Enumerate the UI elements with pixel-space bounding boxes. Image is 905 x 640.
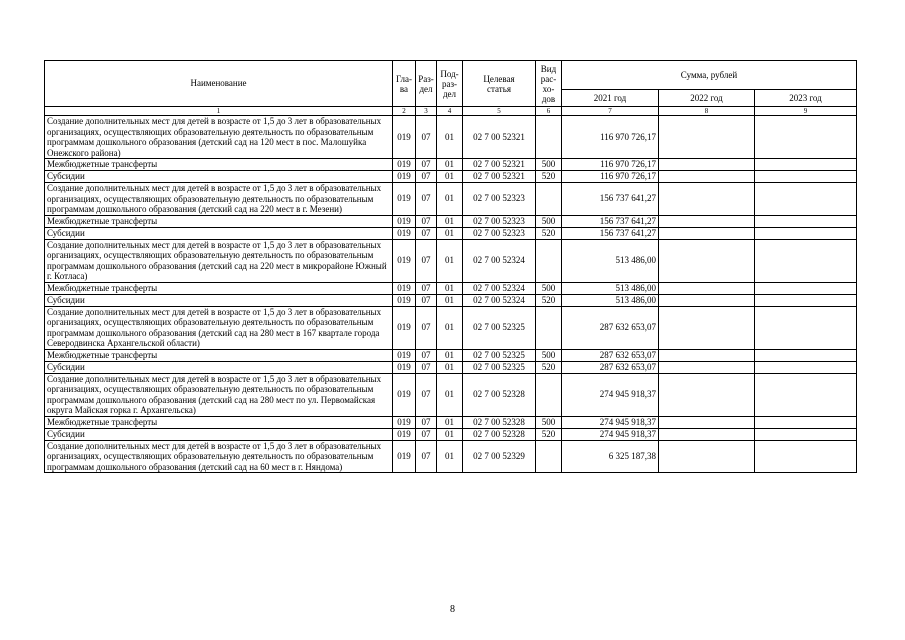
table-row: [45, 227, 857, 239]
cell-2022: [659, 215, 755, 227]
page-number: 8: [450, 604, 455, 615]
cell-2021: 6 325 187,38: [562, 440, 659, 473]
cell-vid: [536, 306, 562, 349]
cell-vid: [536, 116, 562, 159]
cell-podrazdel: 01: [437, 373, 463, 416]
cell-podrazdel: 01: [437, 183, 463, 216]
cell-glava: 019: [393, 215, 416, 227]
header-name: Наименование: [45, 61, 393, 107]
cell-glava: 019: [393, 183, 416, 216]
cell-2023: [755, 171, 857, 183]
cell-2023: [755, 349, 857, 361]
column-number: 7: [562, 107, 659, 116]
column-number: 3: [416, 107, 437, 116]
cell-name: Создание дополнительных мест для детей в возрасте от 1,5 до 3 лет в образовательных организациях, осуществляющих образовательную деятельность по образовательным программам дошкольного образования (детский сад на 280 мест в 167 квартале города Северодвинска Архангельской области): [45, 306, 393, 349]
column-number: 4: [437, 107, 463, 116]
cell-2023: [755, 282, 857, 294]
table-row: [45, 416, 857, 428]
cell-2023: [755, 227, 857, 239]
cell-razdel: 07: [416, 282, 437, 294]
cell-razdel: 07: [416, 416, 437, 428]
cell-razdel: 07: [416, 373, 437, 416]
cell-2021: 156 737 641,27: [562, 183, 659, 216]
cell-2023: [755, 239, 857, 282]
header-vid-text: Вид рас- хо- дов: [540, 63, 557, 104]
cell-podrazdel: 01: [437, 361, 463, 373]
cell-2022: [659, 282, 755, 294]
cell-podrazdel: 01: [437, 116, 463, 159]
cell-celevaya: 02 7 00 52325: [463, 361, 536, 373]
cell-celevaya: 02 7 00 52328: [463, 416, 536, 428]
cell-podrazdel: 01: [437, 440, 463, 473]
cell-2023: [755, 215, 857, 227]
cell-vid: 520: [536, 227, 562, 239]
cell-name: Субсидии: [45, 294, 393, 306]
cell-name: Создание дополнительных мест для детей в возрасте от 1,5 до 3 лет в образовательных организациях, осуществляющих образовательную деятельность по образовательным программам дошкольного образования (детский сад на 60 мест в г. Няндома): [45, 440, 393, 473]
cell-glava: 019: [393, 282, 416, 294]
cell-2021: 287 632 653,07: [562, 349, 659, 361]
cell-name: Субсидии: [45, 171, 393, 183]
cell-celevaya: 02 7 00 52323: [463, 215, 536, 227]
cell-razdel: 07: [416, 239, 437, 282]
cell-celevaya: 02 7 00 52321: [463, 116, 536, 159]
cell-2022: [659, 428, 755, 440]
cell-vid: 500: [536, 282, 562, 294]
cell-2021: 513 486,00: [562, 294, 659, 306]
header-razdel: [416, 61, 437, 107]
cell-2022: [659, 349, 755, 361]
cell-2022: [659, 361, 755, 373]
header-2022: 2022 год: [659, 90, 755, 107]
cell-2023: [755, 306, 857, 349]
budget-table: [44, 60, 857, 473]
cell-name: Межбюджетные трансферты: [45, 282, 393, 294]
cell-2023: [755, 373, 857, 416]
cell-podrazdel: 01: [437, 227, 463, 239]
cell-celevaya: 02 7 00 52324: [463, 239, 536, 282]
cell-2022: [659, 183, 755, 216]
cell-2022: [659, 116, 755, 159]
cell-2022: [659, 227, 755, 239]
table-row: [45, 116, 857, 159]
cell-vid: [536, 239, 562, 282]
cell-glava: 019: [393, 306, 416, 349]
cell-celevaya: 02 7 00 52323: [463, 227, 536, 239]
cell-2021: 116 970 726,17: [562, 116, 659, 159]
cell-2022: [659, 294, 755, 306]
cell-2023: [755, 294, 857, 306]
cell-2021: 287 632 653,07: [562, 361, 659, 373]
cell-podrazdel: 01: [437, 159, 463, 171]
column-number: 9: [755, 107, 857, 116]
header-vid: [536, 61, 562, 107]
table-row: [45, 306, 857, 349]
cell-name: Создание дополнительных мест для детей в возрасте от 1,5 до 3 лет в образовательных организациях, осуществляющих образовательную деятельность по образовательным программам дошкольного образования (детский сад на 220 мест в микрорайоне Южный г. Котласа): [45, 239, 393, 282]
cell-glava: 019: [393, 227, 416, 239]
table-row: [45, 282, 857, 294]
cell-name: Создание дополнительных мест для детей в возрасте от 1,5 до 3 лет в образовательных организациях, осуществляющих образовательную деятельность по образовательным программам дошкольного образования (детский сад на 280 мест по ул. Первомайская округа Майская горка г. Архангельска): [45, 373, 393, 416]
column-number: 5: [463, 107, 536, 116]
column-number: 6: [536, 107, 562, 116]
cell-podrazdel: 01: [437, 239, 463, 282]
cell-podrazdel: 01: [437, 416, 463, 428]
cell-name: Создание дополнительных мест для детей в возрасте от 1,5 до 3 лет в образовательных организациях, осуществляющих образовательную деятельность по образовательным программам дошкольного образования (детский сад на 120 мест в пос. Малошуйка Онежского района): [45, 116, 393, 159]
cell-2022: [659, 416, 755, 428]
cell-2023: [755, 159, 857, 171]
cell-celevaya: 02 7 00 52329: [463, 440, 536, 473]
cell-name: Межбюджетные трансферты: [45, 349, 393, 361]
cell-2022: [659, 440, 755, 473]
cell-glava: 019: [393, 428, 416, 440]
cell-podrazdel: 01: [437, 171, 463, 183]
cell-2022: [659, 306, 755, 349]
cell-podrazdel: 01: [437, 215, 463, 227]
cell-celevaya: 02 7 00 52324: [463, 282, 536, 294]
table-row: [45, 183, 857, 216]
cell-razdel: 07: [416, 215, 437, 227]
column-number: 8: [659, 107, 755, 116]
cell-glava: 019: [393, 116, 416, 159]
cell-2021: 274 945 918,37: [562, 416, 659, 428]
table-row: [45, 373, 857, 416]
cell-2021: 156 737 641,27: [562, 227, 659, 239]
cell-podrazdel: 01: [437, 294, 463, 306]
cell-glava: 019: [393, 440, 416, 473]
cell-2021: 116 970 726,17: [562, 171, 659, 183]
cell-name: Межбюджетные трансферты: [45, 416, 393, 428]
cell-vid: 520: [536, 361, 562, 373]
cell-2023: [755, 183, 857, 216]
table-row: [45, 294, 857, 306]
cell-vid: [536, 183, 562, 216]
cell-2021: 274 945 918,37: [562, 373, 659, 416]
cell-2023: [755, 440, 857, 473]
table-row: [45, 171, 857, 183]
cell-2023: [755, 361, 857, 373]
table-row: [45, 349, 857, 361]
header-celevaya: [463, 61, 536, 107]
cell-2023: [755, 428, 857, 440]
cell-razdel: 07: [416, 227, 437, 239]
header-razdel-text: Раз- дел: [418, 73, 434, 94]
column-numbers-row: [45, 107, 857, 116]
cell-razdel: 07: [416, 159, 437, 171]
cell-razdel: 07: [416, 428, 437, 440]
table-row: [45, 428, 857, 440]
cell-2021: 513 486,00: [562, 239, 659, 282]
header-podrazdel: [437, 61, 463, 107]
cell-2022: [659, 373, 755, 416]
table-row: [45, 215, 857, 227]
cell-celevaya: 02 7 00 52328: [463, 373, 536, 416]
cell-2021: 274 945 918,37: [562, 428, 659, 440]
cell-razdel: 07: [416, 349, 437, 361]
header-glava-text: Гла- ва: [395, 73, 412, 94]
cell-vid: 520: [536, 171, 562, 183]
cell-vid: 500: [536, 159, 562, 171]
cell-razdel: 07: [416, 440, 437, 473]
cell-razdel: 07: [416, 116, 437, 159]
cell-name: Субсидии: [45, 361, 393, 373]
cell-celevaya: 02 7 00 52321: [463, 159, 536, 171]
cell-podrazdel: 01: [437, 306, 463, 349]
cell-podrazdel: 01: [437, 349, 463, 361]
cell-vid: 520: [536, 428, 562, 440]
cell-2021: 287 632 653,07: [562, 306, 659, 349]
cell-vid: [536, 373, 562, 416]
header-glava: [393, 61, 416, 107]
cell-name: Субсидии: [45, 428, 393, 440]
cell-glava: 019: [393, 171, 416, 183]
cell-vid: 500: [536, 416, 562, 428]
cell-vid: 520: [536, 294, 562, 306]
cell-2021: 513 486,00: [562, 282, 659, 294]
cell-glava: 019: [393, 349, 416, 361]
header-summa: Сумма, рублей: [562, 61, 857, 90]
table-row: [45, 239, 857, 282]
table-row: [45, 361, 857, 373]
cell-glava: 019: [393, 159, 416, 171]
cell-name: Создание дополнительных мест для детей в возрасте от 1,5 до 3 лет в образовательных организациях, осуществляющих образовательную деятельность по образовательным программам дошкольного образования (детский сад на 220 мест в г. Мезени): [45, 183, 393, 216]
cell-razdel: 07: [416, 294, 437, 306]
header-2023: 2023 год: [755, 90, 857, 107]
column-number: 2: [393, 107, 416, 116]
header-podrazdel-text: Под- раз- дел: [440, 68, 459, 99]
header-2021: 2021 год: [562, 90, 659, 107]
cell-2023: [755, 416, 857, 428]
table-row: [45, 440, 857, 473]
cell-celevaya: 02 7 00 52324: [463, 294, 536, 306]
cell-glava: 019: [393, 373, 416, 416]
cell-2023: [755, 116, 857, 159]
cell-razdel: 07: [416, 171, 437, 183]
cell-2022: [659, 159, 755, 171]
cell-name: Межбюджетные трансферты: [45, 215, 393, 227]
cell-2021: 116 970 726,17: [562, 159, 659, 171]
cell-celevaya: 02 7 00 52323: [463, 183, 536, 216]
header-celevaya-text: Целевая статья: [483, 73, 515, 94]
cell-2022: [659, 171, 755, 183]
cell-celevaya: 02 7 00 52325: [463, 349, 536, 361]
cell-2022: [659, 239, 755, 282]
cell-razdel: 07: [416, 306, 437, 349]
table-row: [45, 159, 857, 171]
table-body: [45, 116, 857, 473]
cell-razdel: 07: [416, 361, 437, 373]
column-number: 1: [45, 107, 393, 116]
cell-glava: 019: [393, 361, 416, 373]
cell-podrazdel: 01: [437, 282, 463, 294]
cell-celevaya: 02 7 00 52321: [463, 171, 536, 183]
cell-celevaya: 02 7 00 52325: [463, 306, 536, 349]
cell-vid: [536, 440, 562, 473]
cell-vid: 500: [536, 215, 562, 227]
cell-2021: 156 737 641,27: [562, 215, 659, 227]
cell-name: Субсидии: [45, 227, 393, 239]
cell-podrazdel: 01: [437, 428, 463, 440]
cell-celevaya: 02 7 00 52328: [463, 428, 536, 440]
cell-name: Межбюджетные трансферты: [45, 159, 393, 171]
cell-glava: 019: [393, 416, 416, 428]
cell-glava: 019: [393, 239, 416, 282]
cell-razdel: 07: [416, 183, 437, 216]
cell-glava: 019: [393, 294, 416, 306]
cell-vid: 500: [536, 349, 562, 361]
